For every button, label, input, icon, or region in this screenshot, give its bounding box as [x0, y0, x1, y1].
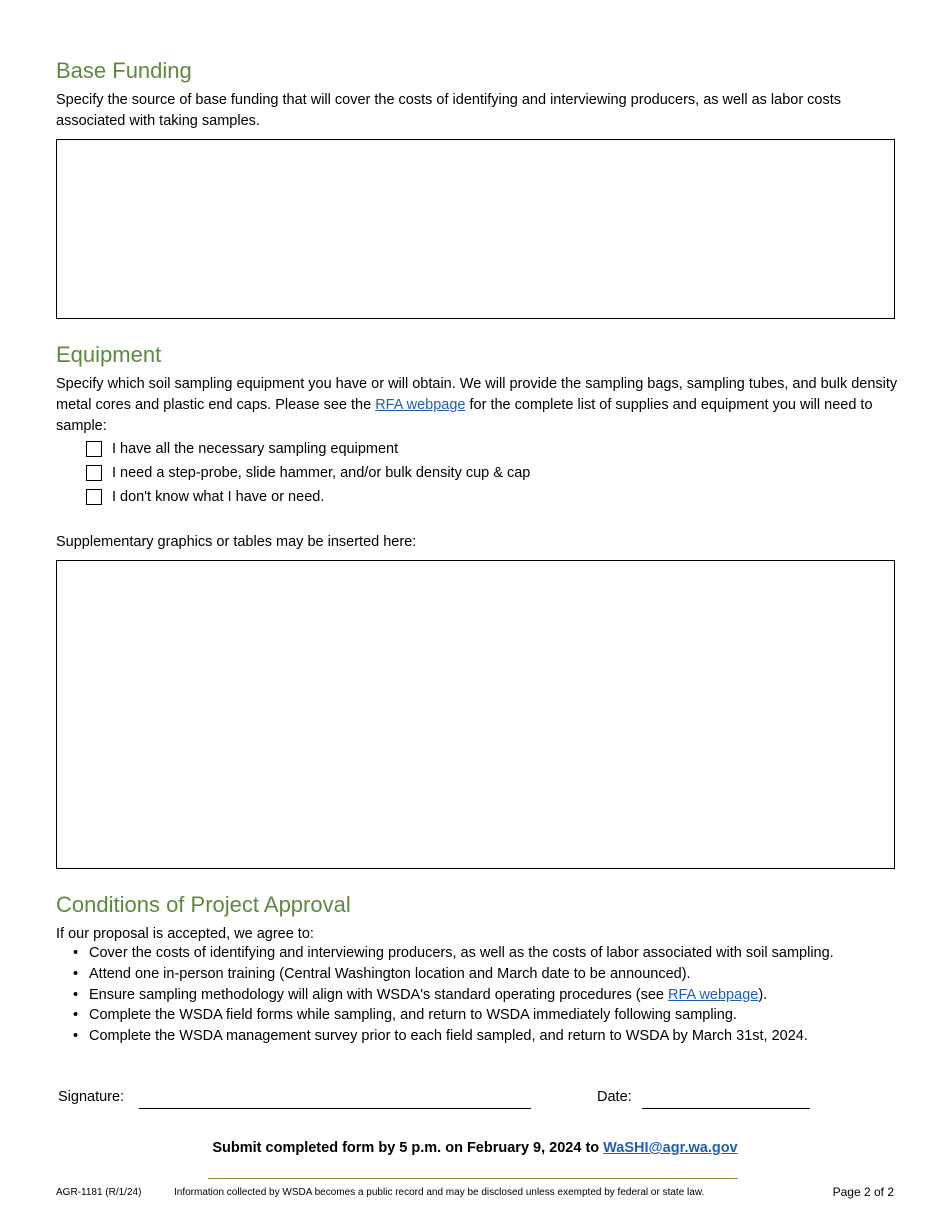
- condition-text-end: ).: [758, 986, 768, 1003]
- form-id: AGR-1181 (R/1/24): [56, 1187, 142, 1198]
- checkbox[interactable]: [86, 489, 102, 505]
- base-funding-text-box[interactable]: [56, 139, 895, 319]
- equipment-option-need[interactable]: [86, 465, 530, 481]
- condition-text: Complete the WSDA field forms while sampling, and return to WSDA immediately following sampling.: [89, 1007, 737, 1024]
- base-funding-heading: Base Funding: [56, 58, 192, 83]
- supplementary-graphics-box[interactable]: [56, 560, 895, 869]
- signature-field[interactable]: [139, 1108, 531, 1109]
- conditions-heading: Conditions of Project Approval: [56, 892, 351, 917]
- footer-divider: [208, 1178, 738, 1179]
- option-label: I have all the necessary sampling equipment: [112, 441, 399, 457]
- conditions-list: [56, 943, 916, 1047]
- list-item: • Ensure sampling methodology will align with WSDA's standard operating procedures (see RFA webpage).: [73, 986, 768, 1003]
- public-record-notice: Information collected by WSDA becomes a public record and may be disclosed unless exempted by federal or state law.: [174, 1187, 705, 1198]
- equipment-description: [56, 374, 901, 437]
- submit-instructions: [0, 1140, 950, 1156]
- equipment-option-unknown[interactable]: [86, 489, 324, 505]
- checkbox[interactable]: [86, 465, 102, 481]
- date-label: Date:: [597, 1089, 632, 1105]
- supplementary-label: Supplementary graphics or tables may be inserted here:: [56, 534, 417, 550]
- equipment-option-all[interactable]: [86, 441, 398, 457]
- date-field[interactable]: [642, 1108, 810, 1109]
- list-item: • Attend one in-person training (Central Washington location and March date to be announced).: [73, 965, 691, 982]
- rfa-webpage-link[interactable]: RFA webpage: [375, 397, 466, 413]
- submit-text: Submit completed form by 5 p.m. on February 9, 2024 to: [212, 1140, 604, 1156]
- email-link[interactable]: WaSHI@agr.wa.gov: [603, 1140, 738, 1156]
- list-item: • Cover the costs of identifying and interviewing producers, as well as the costs of labor associated with soil sampling.: [73, 945, 834, 961]
- equipment-desc-after-link: for the complete list of supplies and equipment you will need to sample:: [56, 397, 873, 434]
- signature-label: Signature:: [58, 1089, 125, 1105]
- rfa-webpage-link[interactable]: RFA webpage: [668, 986, 759, 1003]
- condition-text: Attend one in-person training (Central Washington location and March date to be announced).: [89, 965, 691, 982]
- option-label: I don't know what I have or need.: [112, 489, 325, 505]
- equipment-heading: Equipment: [56, 342, 162, 367]
- list-item: • Complete the WSDA field forms while sampling, and return to WSDA immediately following sampling.: [73, 1007, 737, 1024]
- list-item: • Complete the WSDA management survey prior to each field sampled, and return to WSDA by March 31st, 2024.: [73, 1028, 808, 1045]
- base-funding-description: Specify the source of base funding that will cover the costs of identifying and interviewing producers, as well as labor costs associated with taking samples.: [56, 92, 842, 129]
- condition-text: Complete the WSDA management survey prior to each field sampled, and return to WSDA by March 31st, 2024.: [89, 1028, 808, 1045]
- condition-text: Ensure sampling methodology will align with WSDA's standard operating procedures (see: [89, 986, 669, 1003]
- equipment-desc-before-link: Specify which soil sampling equipment you have or will obtain. We will provide the sampling bags, sampling tubes, and bulk density metal cores and plastic end caps. Please see the: [56, 376, 898, 413]
- checkbox[interactable]: [86, 441, 102, 457]
- condition-text: Cover the costs of identifying and interviewing producers, as well as the costs of labor associated with soil sampling.: [89, 945, 834, 961]
- option-label: I need a step-probe, slide hammer, and/or bulk density cup & cap: [112, 465, 531, 481]
- page-number: Page 2 of 2: [832, 1185, 894, 1199]
- conditions-intro: If our proposal is accepted, we agree to:: [56, 926, 314, 942]
